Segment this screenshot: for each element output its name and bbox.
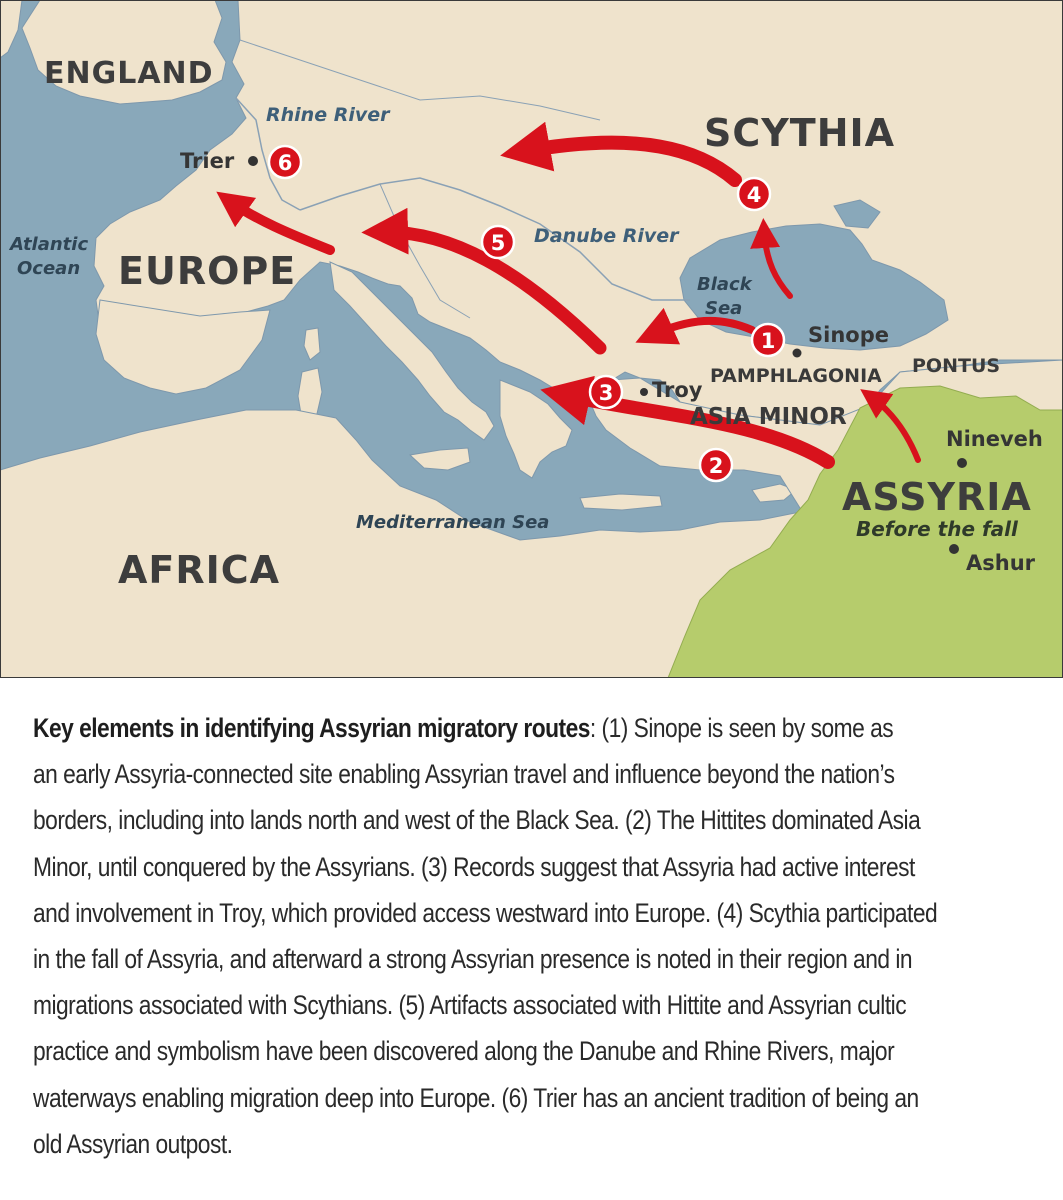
- label-scythia: SCYTHIA: [704, 111, 896, 155]
- marker-6: [269, 146, 301, 178]
- marker-2-label: 2: [708, 454, 724, 478]
- caption-line-10: old Assyrian outpost.: [33, 1128, 233, 1159]
- label-sinope: Sinope: [808, 323, 889, 347]
- city-dot-trier: [248, 156, 258, 166]
- label-rhine-river: Rhine River: [266, 104, 390, 126]
- label-africa: AFRICA: [118, 548, 281, 592]
- label-danube-river: Danube River: [534, 225, 679, 247]
- label-black-sea-2: Sea: [705, 298, 743, 319]
- caption-line-9: waterways enabling migration deep into Europe. (6) Trier has an ancient tradition of being an: [33, 1082, 919, 1113]
- label-troy: Troy: [652, 378, 703, 402]
- map-caption: [33, 705, 1022, 1167]
- label-assyria: ASSYRIA: [842, 475, 1032, 519]
- marker-4-label: 4: [746, 183, 762, 207]
- label-england: ENGLAND: [44, 56, 214, 91]
- caption-line-7: migrations associated with Scythians. (5) Artifacts associated with Hittite and Assyrian cultic: [33, 990, 907, 1021]
- label-mediterranean-sea: Mediterranean Sea: [356, 512, 550, 533]
- label-pamphlagonia: PAMPHLAGONIA: [710, 365, 882, 387]
- city-dot-nineveh: [957, 458, 967, 468]
- marker-3: [590, 376, 622, 408]
- label-assyria-sub: Before the fall: [856, 517, 1018, 541]
- caption-heading: Key elements in identifying Assyrian migratory routes: [33, 713, 590, 743]
- marker-4: [738, 178, 770, 210]
- label-ashur: Ashur: [966, 551, 1036, 575]
- label-asia-minor: ASIA MINOR: [690, 404, 847, 430]
- label-pontus: PONTUS: [912, 355, 1001, 377]
- caption-line-1: : (1) Sinope is seen by some as: [589, 713, 894, 743]
- marker-5-label: 5: [490, 231, 506, 255]
- caption-line-6: in the fall of Assyria, and afterward a strong Assyrian presence is noted in their region and in: [33, 944, 913, 975]
- label-europe: EUROPE: [118, 249, 297, 293]
- city-dot-sinope: [793, 349, 802, 358]
- label-atlantic-1: Atlantic: [10, 234, 89, 255]
- marker-6-label: 6: [277, 151, 293, 175]
- label-black-sea-1: Black: [697, 274, 752, 295]
- island-crete: [580, 494, 662, 510]
- label-atlantic-2: Ocean: [17, 258, 81, 279]
- marker-2: [700, 449, 732, 481]
- caption-line-4: Minor, until conquered by the Assyrians. (3) Records suggest that Assyria had active interest: [33, 851, 915, 882]
- caption-line-8: practice and symbolism have been discovered along the Danube and Rhine Rivers, major: [33, 1036, 895, 1067]
- caption-line-2: an early Assyria-connected site enabling Assyrian travel and influence beyond the nation’s: [33, 759, 895, 790]
- caption-line-5: and involvement in Troy, which provided access westward into Europe. (4) Scythia participated: [33, 897, 938, 928]
- marker-1: [752, 324, 784, 356]
- label-nineveh: Nineveh: [946, 427, 1043, 451]
- label-trier: Trier: [180, 149, 235, 173]
- marker-5: [482, 226, 514, 258]
- marker-3-label: 3: [598, 381, 614, 405]
- marker-1-label: 1: [760, 329, 776, 353]
- city-dot-troy: [640, 388, 648, 396]
- caption-line-3: borders, including into lands north and west of the Black Sea. (2) The Hittites dominated Asia: [33, 805, 921, 836]
- city-dot-ashur: [949, 544, 959, 554]
